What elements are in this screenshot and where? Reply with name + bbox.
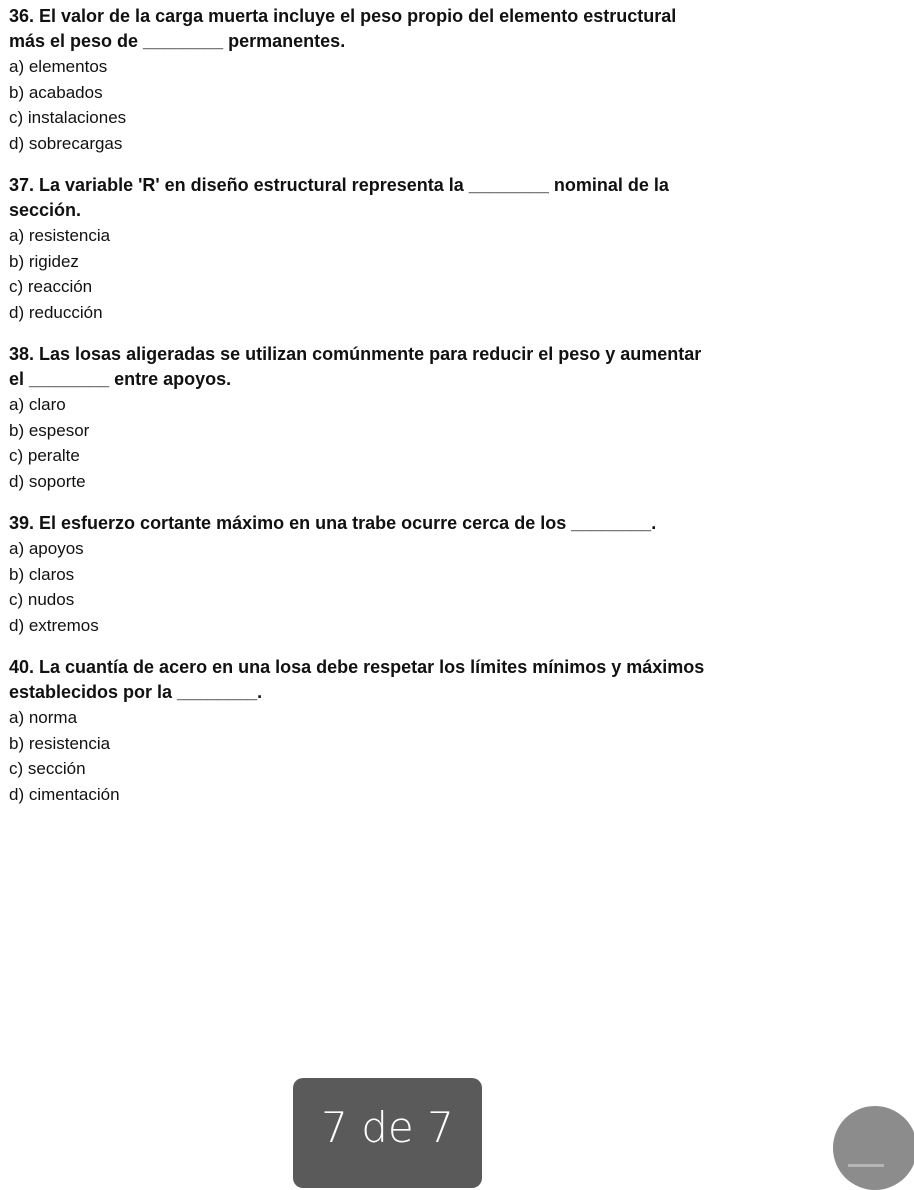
option-d: d) sobrecargas (9, 133, 123, 153)
option-c: c) reacción (9, 277, 93, 296)
question-text-line-2: el ________ entre apoyos. (9, 369, 232, 389)
menu-icon (848, 1164, 884, 1167)
question-text-line-2: establecidos por la ________. (9, 682, 263, 702)
option-a: a) apoyos (9, 539, 84, 558)
question-text (9, 342, 889, 392)
option-b: b) claros (9, 564, 75, 584)
option-d: d) extremos (9, 615, 99, 635)
question-text-line-1: 38. Las losas aligeradas se utilizan comúnmente para reducir el peso y aumentar (9, 344, 702, 364)
option-d: d) soporte (9, 471, 86, 491)
question-text-line-1: 36. El valor de la carga muerta incluye el peso propio del elemento estructural (9, 6, 677, 26)
floating-action-button[interactable] (833, 1106, 914, 1190)
option-list (9, 705, 889, 807)
option-d: d) cimentación (9, 784, 120, 804)
question-39 (9, 511, 889, 638)
question-text-line-1: 37. La variable 'R' en diseño estructural representa la ________ nominal de la (9, 175, 669, 195)
option-d: d) reducción (9, 302, 103, 322)
option-b: b) espesor (9, 420, 90, 440)
question-text-line-2: más el peso de ________ permanentes. (9, 31, 346, 51)
question-text (9, 4, 889, 54)
page-indicator (293, 1078, 482, 1188)
option-list (9, 54, 889, 156)
option-list (9, 536, 889, 638)
question-list (9, 4, 889, 824)
question-36 (9, 4, 889, 156)
option-list (9, 392, 889, 494)
option-c: c) nudos (9, 590, 75, 609)
option-b: b) rigidez (9, 251, 79, 271)
option-b: b) acabados (9, 82, 103, 102)
question-37 (9, 173, 889, 325)
option-a: a) claro (9, 395, 66, 414)
question-38 (9, 342, 889, 494)
question-text (9, 173, 889, 223)
question-40 (9, 655, 889, 807)
option-list (9, 223, 889, 325)
option-a: a) elementos (9, 57, 108, 76)
option-c: c) instalaciones (9, 108, 127, 127)
option-c: c) peralte (9, 446, 80, 465)
question-text-line-2: sección. (9, 200, 82, 220)
question-text-line-1: 40. La cuantía de acero en una losa debe respetar los límites mínimos y máximos (9, 657, 705, 677)
option-a: a) norma (9, 708, 78, 727)
option-c: c) sección (9, 759, 86, 778)
option-a: a) resistencia (9, 226, 111, 245)
question-text (9, 511, 889, 536)
question-text (9, 655, 889, 705)
question-text-line-1: 39. El esfuerzo cortante máximo en una trabe ocurre cerca de los ________. (9, 513, 657, 533)
option-b: b) resistencia (9, 733, 111, 753)
page-indicator-label: 7 de 7 (321, 1103, 454, 1152)
